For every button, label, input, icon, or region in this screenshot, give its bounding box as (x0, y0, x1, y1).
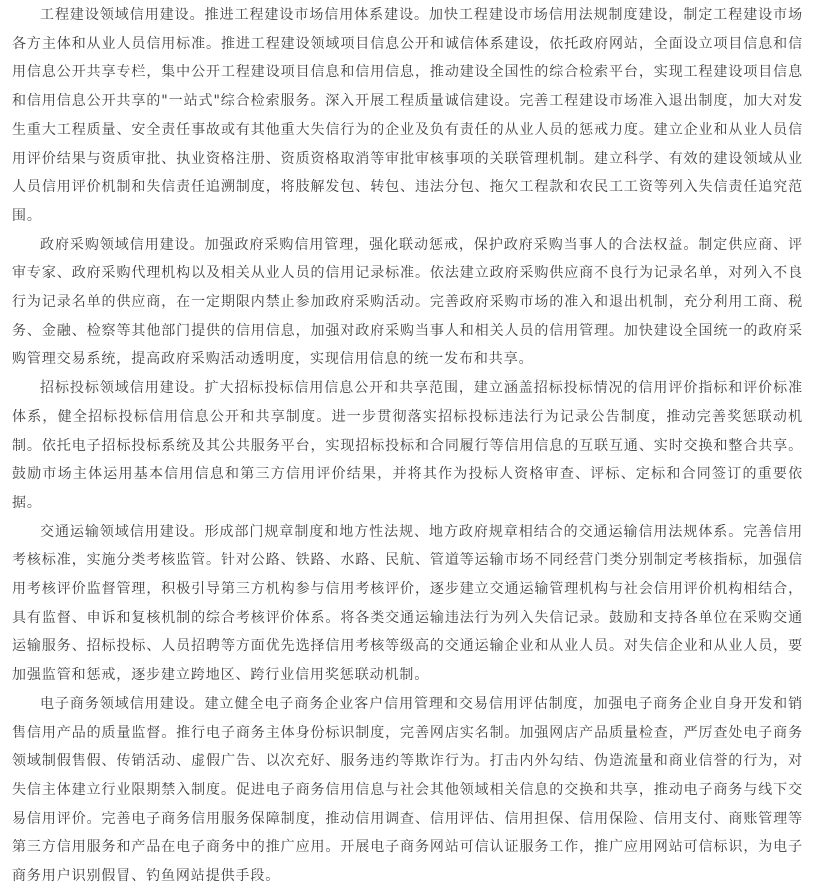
paragraph-ecommerce-credit: 电子商务领域信用建设。建立健全电子商务企业客户信用管理和交易信用评估制度，加强电子商务企业自身开发和销售信用产品的质量监督。推行电子商务主体身份标识制度，完善网店实名制。加强网店产品质量检查，严厉查处电子商务领域制假售假、传销活动、虚假广告、以次充好、服务违约等欺诈行为。打击内外勾结、伪造流量和商业信誉的行为，对失信主体建立行业限期禁入制度。促进电子商务信用信息与社会其他领域相关信息的交换和共享，推动电子商务与线下交易信用评价。完善电子商务信用服务保障制度，推动信用调查、信用评估、信用担保、信用保险、信用支付、商账管理等第三方信用服务和产品在电子商务中的推广应用。开展电子商务网站可信认证服务工作，推广应用网站可信标识，为电子商务用户识别假冒、钓鱼网站提供手段。 (12, 695, 803, 885)
paragraph-construction-credit: 工程建设领域信用建设。推进工程建设市场信用体系建设。加快工程建设市场信用法规制度建设，制定工程建设市场各方主体和从业人员信用标准。推进工程建设领域项目信息公开和诚信体系建设，依托政府网站，全面设立项目信息和信用信息公开共享专栏，集中公开工程建设项目信息和信用信息，推动建设全国性的综合检索平台，实现工程建设项目信息和信用信息公开共享的"一站式"综合检索服务。深入开展工程质量诚信建设。完善工程建设市场准入退出制度，加大对发生重大工程质量、安全责任事故或有其他重大失信行为的企业及负有责任的从业人员的惩戒力度。建立企业和从业人员信用评价结果与资质审批、执业资格注册、资质资格取消等审批审核事项的关联管理机制。建立科学、有效的建设领域从业人员信用评价机制和失信责任追溯制度，将肢解发包、转包、违法分包、拖欠工程款和农民工工资等列入失信责任追究范围。 (12, 7, 803, 224)
paragraph-bidding-credit: 招标投标领域信用建设。扩大招标投标信用信息公开和共享范围，建立涵盖招标投标情况的信用评价指标和评价标准体系，健全招标投标信用信息公开和共享制度。进一步贯彻落实招标投标违法行为记录公告制度，推动完善奖惩联动机制。依托电子招标投标系统及其公共服务平台，实现招标投标和合同履行等信用信息的互联互通、实时交换和整合共享。鼓励市场主体运用基本信用信息和第三方信用评价结果，并将其作为投标人资格审查、评标、定标和合同签订的重要依据。 (12, 380, 803, 511)
paragraph-government-procurement-credit: 政府采购领域信用建设。加强政府采购信用管理，强化联动惩戒，保护政府采购当事人的合法权益。制定供应商、评审专家、政府采购代理机构以及相关从业人员的信用记录标准。依法建立政府采购供应商不良行为记录名单，对列入不良行为记录名单的供应商，在一定期限内禁止参加政府采购活动。完善政府采购市场的准入和退出机制，充分利用工商、税务、金融、检察等其他部门提供的信用信息，加强对政府采购当事人和相关人员的信用管理。加快建设全国统一的政府采购管理交易系统，提高政府采购活动透明度，实现信用信息的统一发布和共享。 (12, 236, 803, 368)
paragraph-transportation-credit: 交通运输领域信用建设。形成部门规章制度和地方性法规、地方政府规章相结合的交通运输信用法规体系。完善信用考核标准，实施分类考核监管。针对公路、铁路、水路、民航、管道等运输市场不同经营门类分别制定考核指标，加强信用考核评价监督管理，积极引导第三方机构参与信用考核评价，逐步建立交通运输管理机构与社会信用评价机构相结合，具有监督、申诉和复核机制的综合考核评价体系。将各类交通运输违法行为列入失信记录。鼓励和支持各单位在采购交通运输服务、招标投标、人员招聘等方面优先选择信用考核等级高的交通运输企业和从业人员。对失信企业和从业人员，要加强监管和惩戒，逐步建立跨地区、跨行业信用奖惩联动机制。 (12, 523, 803, 684)
